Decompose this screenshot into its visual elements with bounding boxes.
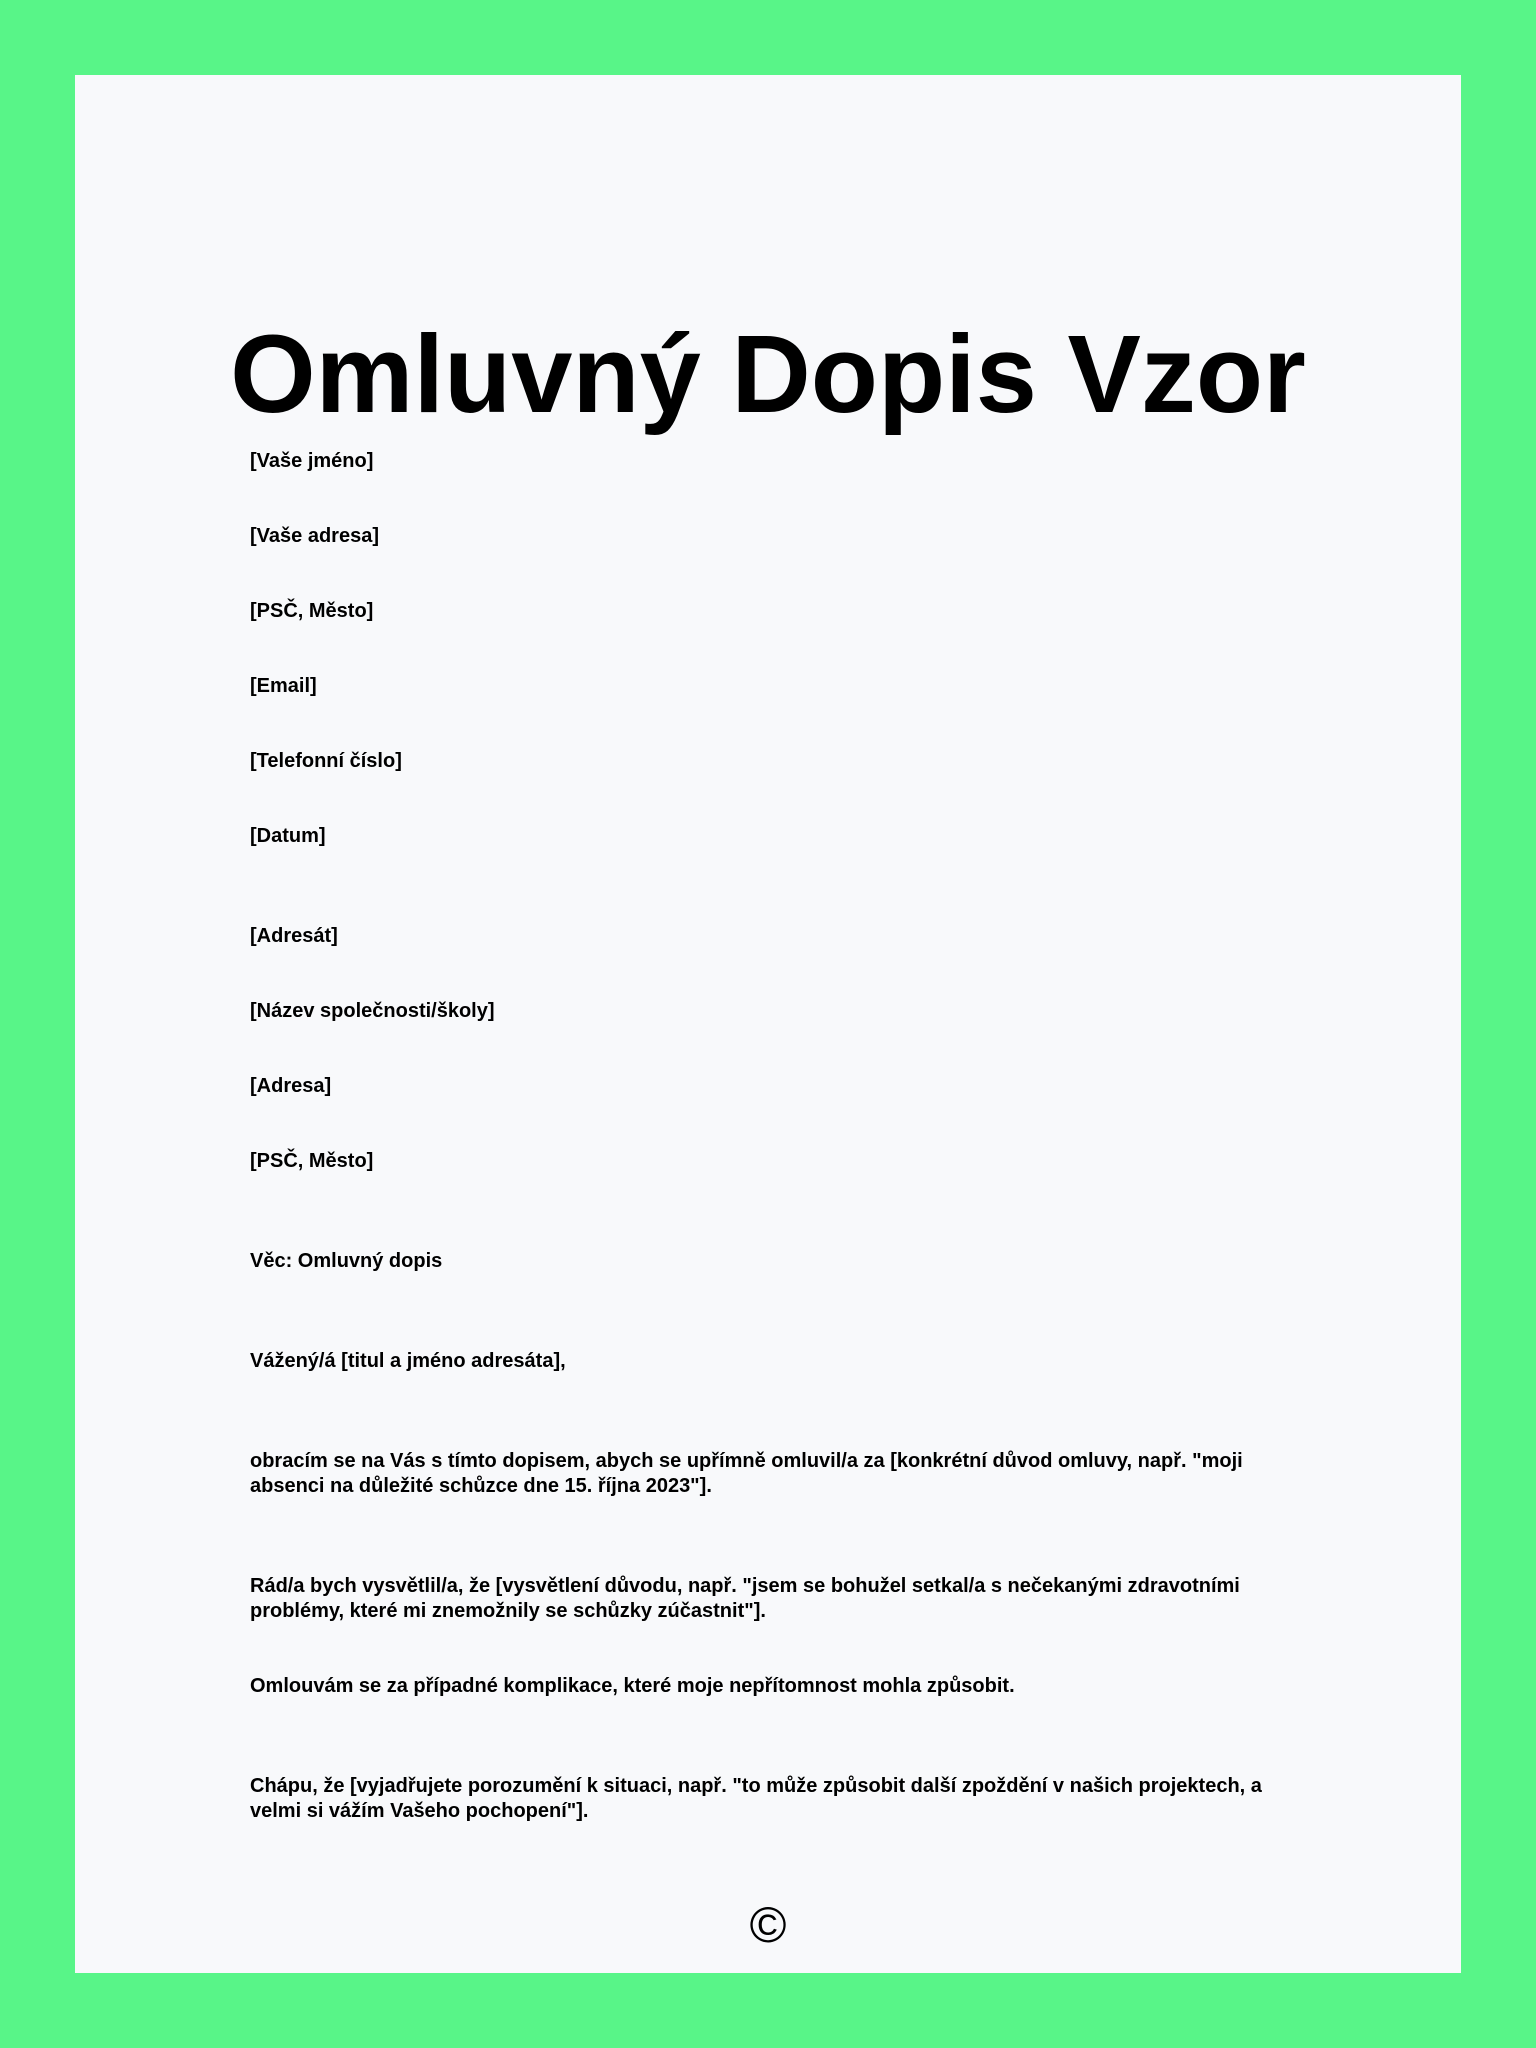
body-paragraph-regret: Omlouvám se za případné komplikace, které moje nepřítomnost mohla způsobit. bbox=[250, 1675, 1015, 1697]
letter-date: [Datum] bbox=[250, 825, 326, 847]
page-title: Omluvný Dopis Vzor bbox=[230, 313, 1306, 436]
recipient-address: [Adresa] bbox=[250, 1075, 332, 1097]
sender-email: [Email] bbox=[250, 675, 317, 697]
letter-page bbox=[75, 75, 1461, 1973]
recipient-name: [Adresát] bbox=[250, 925, 338, 947]
recipient-company: [Název společnosti/školy] bbox=[250, 1000, 495, 1022]
sender-address: [Vaše adresa] bbox=[250, 525, 379, 547]
sender-zip-city: [PSČ, Město] bbox=[250, 600, 374, 622]
sender-name: [Vaše jméno] bbox=[250, 450, 374, 472]
sender-phone: [Telefonní číslo] bbox=[250, 750, 402, 772]
body-paragraph-understanding: Chápu, že [vyjadřujete porozumění k situaci, např. "to může způsobit další zpoždění v našich projektech, a velmi si vážím Vašeho pochopení"]. bbox=[250, 1775, 1262, 1822]
letter-subject: Věc: Omluvný dopis bbox=[250, 1250, 443, 1272]
body-paragraph-explanation: Rád/a bych vysvětlil/a, že [vysvětlení důvodu, např. "jsem se bohužel setkal/a s nečekanými zdravotními problémy, které mi znemožnily se schůzky zúčastnit"]. bbox=[250, 1575, 1240, 1622]
body-paragraph-apology: obracím se na Vás s tímto dopisem, abych se upřímně omluvil/a za [konkrétní důvod omluvy, např. "moji absenci na důležité schůzce dne 15. října 2023"]. bbox=[250, 1450, 1243, 1497]
copyright-icon: © bbox=[749, 1897, 787, 1953]
letter-salutation: Vážený/á [titul a jméno adresáta], bbox=[250, 1350, 566, 1372]
recipient-zip-city: [PSČ, Město] bbox=[250, 1150, 374, 1172]
